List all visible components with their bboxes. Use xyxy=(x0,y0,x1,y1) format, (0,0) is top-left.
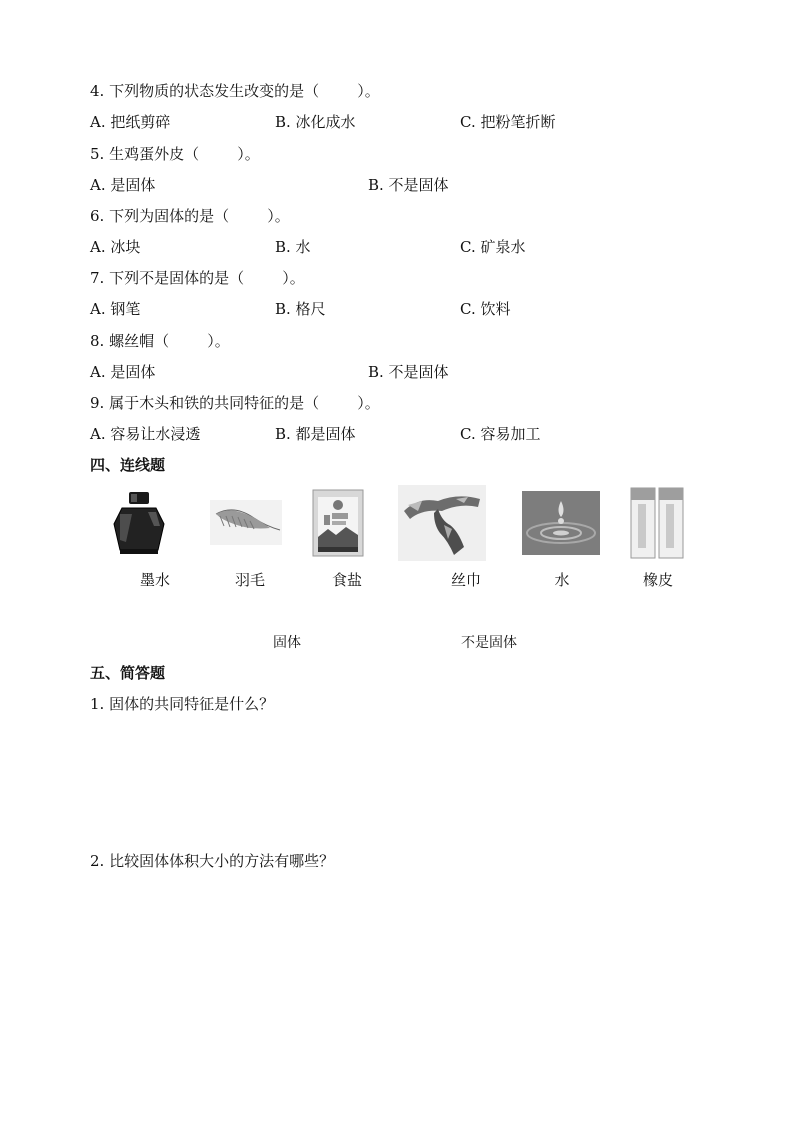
question-stem: 6. 下列为固体的是（ ）。 xyxy=(90,207,290,225)
salt-bag-icon xyxy=(312,489,364,557)
section-title-short-answer: 五、简答题 xyxy=(90,664,166,682)
question-stem: 5. 生鸡蛋外皮（ ）。 xyxy=(90,145,260,163)
option-b: B. 格尺 xyxy=(275,300,326,318)
option-c: C. 饮料 xyxy=(460,300,511,318)
option-b: B. 不是固体 xyxy=(368,363,449,381)
feather-icon xyxy=(210,500,282,545)
caption-scarf: 丝巾 xyxy=(450,571,481,589)
question-stem: 9. 属于木头和铁的共同特征的是（ ）。 xyxy=(90,394,380,412)
caption-feather: 羽毛 xyxy=(234,571,265,589)
ink-bottle-icon xyxy=(112,490,166,556)
question-stem: 4. 下列物质的状态发生改变的是（ ）。 xyxy=(90,82,380,100)
option-b: B. 冰化成水 xyxy=(275,113,356,131)
option-a: A. 钢笔 xyxy=(90,300,141,318)
water-drop-icon xyxy=(522,491,600,555)
short-answer-question-2: 2. 比较固体体积大小的方法有哪些？ xyxy=(90,852,335,870)
short-answer-question-1: 1. 固体的共同特征是什么？ xyxy=(90,695,275,713)
option-b: B. 水 xyxy=(275,238,311,256)
caption-salt: 食盐 xyxy=(331,571,362,589)
option-b: B. 都是固体 xyxy=(275,425,356,443)
silk-scarf-icon xyxy=(398,485,486,561)
eraser-icon xyxy=(630,486,684,560)
option-a: A. 把纸剪碎 xyxy=(90,113,171,131)
question-stem: 7. 下列不是固体的是（ ）。 xyxy=(90,269,305,287)
question-stem: 8. 螺丝帽（ ）。 xyxy=(90,332,230,350)
option-c: C. 容易加工 xyxy=(460,425,541,443)
caption-water: 水 xyxy=(554,571,570,589)
caption-eraser: 橡皮 xyxy=(642,571,673,589)
option-a: A. 是固体 xyxy=(90,176,156,194)
option-a: A. 是固体 xyxy=(90,363,156,381)
option-c: C. 把粉笔折断 xyxy=(460,113,556,131)
option-b: B. 不是固体 xyxy=(368,176,449,194)
target-solid: 固体 xyxy=(273,635,301,651)
target-not-solid: 不是固体 xyxy=(461,635,517,651)
option-a: A. 冰块 xyxy=(90,238,141,256)
option-a: A. 容易让水浸透 xyxy=(90,425,201,443)
caption-ink: 墨水 xyxy=(139,571,170,589)
section-title-matching: 四、连线题 xyxy=(90,456,166,474)
option-c: C. 矿泉水 xyxy=(460,238,526,256)
